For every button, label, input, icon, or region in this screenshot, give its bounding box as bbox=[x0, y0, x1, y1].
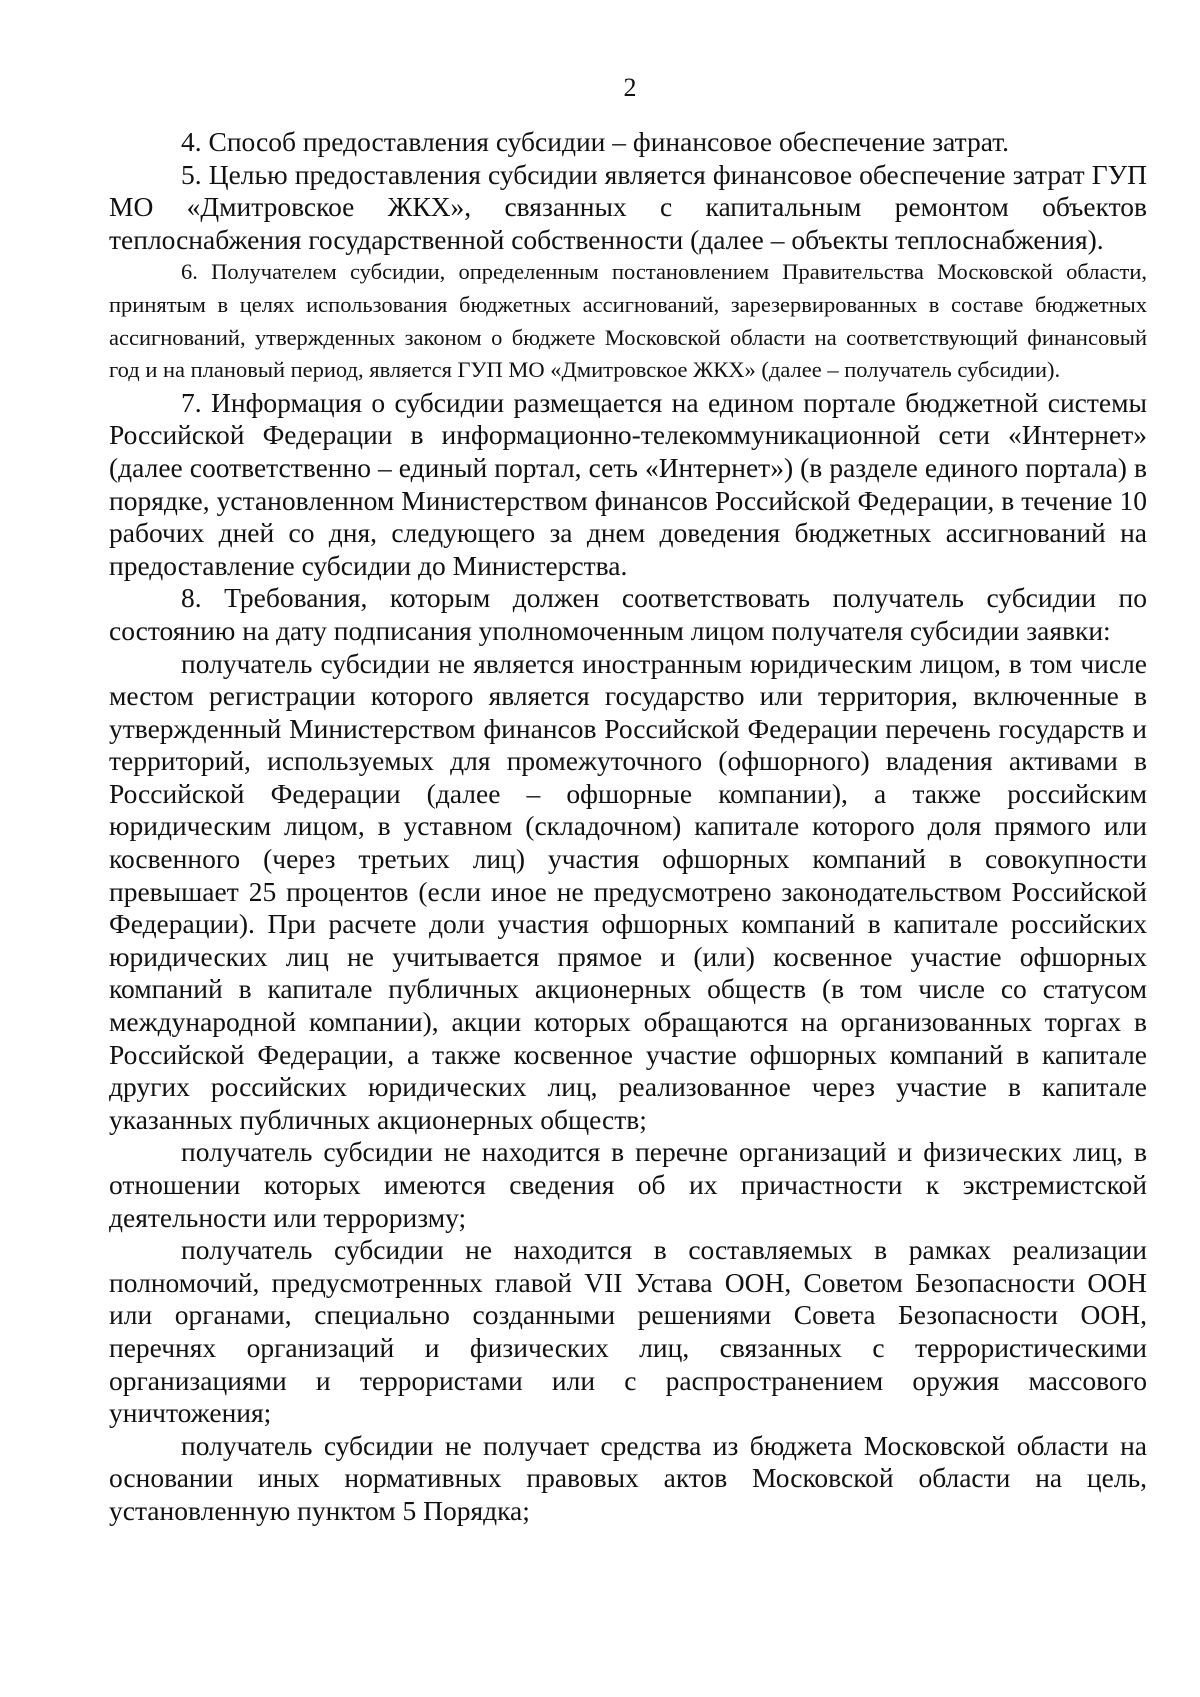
requirement-other-funds: получатель субсидии не получает средства из бюджета Московской области на основании иных нормативных правовых актов Московской области на цель, установленную пунктом 5 Порядка; bbox=[109, 1429, 1147, 1526]
paragraph-4: 4. Способ предоставления субсидии – финансовое обеспечение затрат. bbox=[181, 126, 1010, 157]
requirement-extremism: получатель субсидии не находится в перечне организаций и физических лиц, в отношении которых имеются сведения об их причастности к экстремистской деятельности или терроризму; bbox=[109, 1136, 1147, 1233]
paragraph-6: 6. Получателем субсидии, определенным постановлением Правительства Московской области, принятым в целях использования бюджетных ассигнований, зарезервированных в составе бюджетных ассигнований, утвержденных законом о бюджете Московской области на соответствующий финансовый год и на плановый период, является ГУП МО «Дмитровское ЖКХ» (далее – получатель субсидии). bbox=[109, 259, 1147, 383]
paragraph-8: 8. Требования, которым должен соответствовать получатель субсидии по состоянию на дату подписания уполномоченным лицом получателя субсидии заявки: bbox=[109, 582, 1147, 646]
paragraph-5: 5. Целью предоставления субсидии является финансовое обеспечение затрат ГУП МО «Дмитровское ЖКХ», связанных с капитальным ремонтом объектов теплоснабжения государственной собственности (далее – объекты теплоснабжения). bbox=[109, 158, 1147, 255]
requirement-offshore: получатель субсидии не является иностранным юридическим лицом, в том числе местом регистрации которого является государство или территория, включенные в утвержденный Министерством финансов Российской Федерации перечень государств и территорий, используемых для промежуточного (офшорного) владения активами в Российской Федерации (далее – офшорные компании), а также российским юридическим лицом, в уставном (складочном) капитале которого доля прямого или косвенного (через третьих лиц) участия офшорных компаний в совокупности превышает 25 процентов (если иное не предусмотрено законодательством Российской Федерации). При расчете доли участия офшорных компаний в капитале российских юридических лиц не учитывается прямое и (или) косвенное участие офшорных компаний в капитале публичных акционерных обществ (в том числе со статусом международной компании), акции которых обращаются на организованных торгах в Российской Федерации, а также косвенное участие офшорных компаний в капитале других российских юридических лиц, реализованное через участие в капитале указанных публичных акционерных обществ; bbox=[109, 647, 1147, 1135]
document-body bbox=[109, 126, 1147, 1528]
paragraph-7: 7. Информация о субсидии размещается на едином портале бюджетной системы Российской Федерации в информационно-телекоммуникационной сети «Интернет» (далее соответственно – единый портал, сеть «Интернет») (в разделе единого портала) в порядке, установленном Министерством финансов Российской Федерации, в течение 10 рабочих дней со дня, следующего за днем доведения бюджетных ассигнований на предоставление субсидии до Министерства. bbox=[109, 386, 1147, 581]
page-number: 2 bbox=[623, 73, 637, 102]
requirement-un-lists: получатель субсидии не находится в составляемых в рамках реализации полномочий, предусмотренных главой VII Устава ООН, Советом Безопасности ООН или органами, специально созданными решениями Совета Безопасности ООН, перечнях организаций и физических лиц, связанных с террористическими организациями и террористами или с распространением оружия массового уничтожения; bbox=[109, 1234, 1147, 1429]
